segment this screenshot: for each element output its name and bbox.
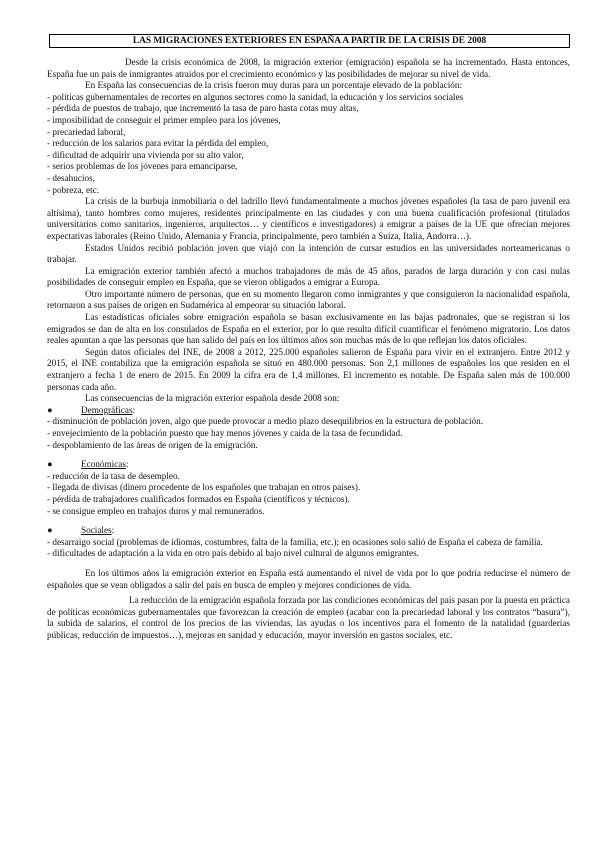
- paragraph-burbuja: La crisis de la burbuja inmobiliaria o del ladrillo llevó fundamentalmente a muchos jóvenes españoles (la tasa de paro juvenil era altísima), tanto hombres como mujeres, residentes principalmente en las ciudades y con una buena cualificación profesional (titulados universitarios como sanitarios, ingenieros, arquitectos… y científicos e investigadores) a emigrar a países de la UE que ofrecían mejores expectativas laborales (Reino Unido, Alemania y Francia, principalmente, pero también a Suiza, Italia, Andorra…).: [47, 196, 570, 241]
- list-item: - imposibilidad de conseguir el primer empleo para los jóvenes,: [47, 114, 281, 125]
- list-item: - serios problemas de los jóvenes para emanciparse,: [47, 161, 238, 172]
- list-item: - precariedad laboral,: [47, 126, 126, 137]
- paragraph-datos-ine: Según datos oficiales del INE, de 2008 a 2012, 225.000 españoles salieron de España para vivir en el extranjero. Entre 2012 y 2015, el INE contabiliza que la emigración española se situó en 480.000 personas. Son 2,1 millones de españoles los que residen en el extranjero a fecha 1 de enero de 2015. En 2009 la cifra era de 1,4 millones. El incremento es notable. De España salen más de 100.000 personas cada año.: [47, 346, 570, 392]
- list-item: - pérdida de puestos de trabajo, que incrementó la tasa de paro hasta cotas muy altas,: [47, 103, 359, 114]
- list-item: - pérdida de trabajadores cualificados formados en España (científicos y técnicos).: [47, 493, 350, 504]
- consequences-intro: En España las consecuencias de la crisis fueron muy duras para un porcentaje elevado de la población:: [85, 80, 463, 91]
- list-item: - desahucios,: [47, 172, 95, 183]
- list-item: - reducción de los salarios para evitar la pérdida del empleo,: [47, 138, 269, 149]
- paragraph-consecuencias-intro: Las consecuencias de la migración exterior española desde 2008 son:: [85, 393, 340, 404]
- list-item: - reducción de la tasa de desempleo.: [47, 470, 180, 481]
- closing-paragraph-1: En los últimos años la emigración exterior en España está aumentando el nivel de vida por lo que podría reducirse el número de españoles que se vean obligados a salir del país en busca de empleo y mejores condiciones de vida.: [47, 567, 570, 590]
- document-title: LAS MIGRACIONES EXTERIORES EN ESPAÑA A PARTIR DE LA CRISIS DE 2008: [49, 34, 570, 48]
- closing-paragraph-2: La reducción de la emigración española forzada por las condiciones económicas del país pasan por la puesta en práctica de políticas económicas gubernamentales que favorezcan la creación de empleo (acabar con la precariedad laboral y los contratos “basura”), la subida de salarios, el control de los precios de las viviendas, las ayudas o los incentivos para el fomento de la natalidad (guarderías públicas, reducción de impuestos…), mejoras en sanidad y educación, mayor inversión en gastos sociales, etc.: [47, 595, 570, 640]
- document-page: [47, 34, 570, 642]
- category-heading: Demográficas: [81, 404, 133, 415]
- list-item: - pobreza, etc.: [47, 184, 100, 195]
- bullet-icon: ●: [47, 459, 53, 470]
- category-demograficas: ● Demográficas: - disminución de población joven, algo que puede provocar a medio plazo desequilibrios en la estructura de población. - envejecimiento de la población puesto que hay menos jóvenes y caída de la tasa de fecundidad. - despoblamiento de las áreas de origen de la emigración.: [47, 405, 570, 451]
- intro-paragraph: Desde la crisis económica de 2008, la migración exterior (emigración) española se ha incrementado. Hasta entonces, España fue un país de inmigrantes atraídos por el crecimiento económico y las posibilidades de mejorar su nivel de vida.: [47, 57, 570, 79]
- list-item: - se consigue empleo en trabajos duros y mal remunerados.: [47, 505, 265, 516]
- list-item: - llegada de divisas (dinero procedente de los españoles que trabajan en otros países).: [47, 482, 361, 493]
- paragraph-mayores-45: La emigración exterior también afectó a muchos trabajadores de más de 45 años, parados de larga duración y con casi nulas posibilidades de conseguir empleo en España, que se vieron obligados a emigrar a Europa.: [47, 265, 570, 288]
- list-item: - dificultades de adaptación a la vida en otro país debido al bajo nivel cultural de algunos emigrantes.: [47, 548, 419, 559]
- category-heading: Económicas: [81, 459, 126, 470]
- list-item: - dificultad de adquirir una vivienda por su alto valor,: [47, 149, 244, 160]
- paragraph-estadisticas: Las estadísticas oficiales sobre emigración española se basan exclusivamente en las bajas padronales, que se registran si los emigrados se dan de alta en los consulados de España en el exterior, por lo que resulta difícil cuantificar el fenómeno migratorio. Los datos reales apuntan a que las personas que han salido del país en los últimos años son muchas más de lo que reflejan los datos oficiales.: [47, 312, 570, 346]
- crisis-consequences-list: [47, 92, 570, 196]
- list-item: - desarraigo social (problemas de idiomas, costumbres, falta de la familia, etc.); en ocasiones solo salió de España el cabeza de familia.: [47, 536, 543, 547]
- category-heading: Sociales: [81, 525, 112, 536]
- category-economicas: ● Económicas: - reducción de la tasa de desempleo. - llegada de divisas (dinero procedente de los españoles que trabajan en otros países). - pérdida de trabajadores cualificados formados en España (científicos y técnicos). - se consigue empleo en trabajos duros y mal remunerados.: [47, 459, 570, 517]
- paragraph-estados-unidos: Estados Unidos recibió población joven que viajó con la intención de cursar estudios en las universidades norteamericanas o trabajar.: [47, 242, 570, 265]
- list-item: - envejecimiento de la población puesto que hay menos jóvenes y caída de la tasa de fecundidad.: [47, 428, 403, 438]
- bullet-icon: ●: [47, 525, 53, 536]
- list-item: - disminución de población joven, algo que puede provocar a medio plazo desequilibrios en la estructura de población.: [47, 416, 484, 427]
- category-sociales: ● Sociales: - desarraigo social (problemas de idiomas, costumbres, falta de la familia, etc.); en ocasiones solo salió de España el cabeza de familia. - dificultades de adaptación a la vida en otro país debido al bajo nivel cultural de algunos emigrantes.: [47, 525, 570, 560]
- list-item: - políticas gubernamentales de recortes en algunos sectores como la sanidad, la educación y los servicios sociales: [47, 91, 464, 102]
- list-item: - despoblamiento de las áreas de origen de la emigración.: [47, 439, 258, 450]
- paragraph-retorno: Otro importante número de personas, que en su momento llegaron como inmigrantes y que consiguieron la nacionalidad española, retornaron a sus países de origen en Sudamérica al empeorar su situación laboral.: [47, 288, 570, 311]
- bullet-icon: ●: [47, 404, 53, 415]
